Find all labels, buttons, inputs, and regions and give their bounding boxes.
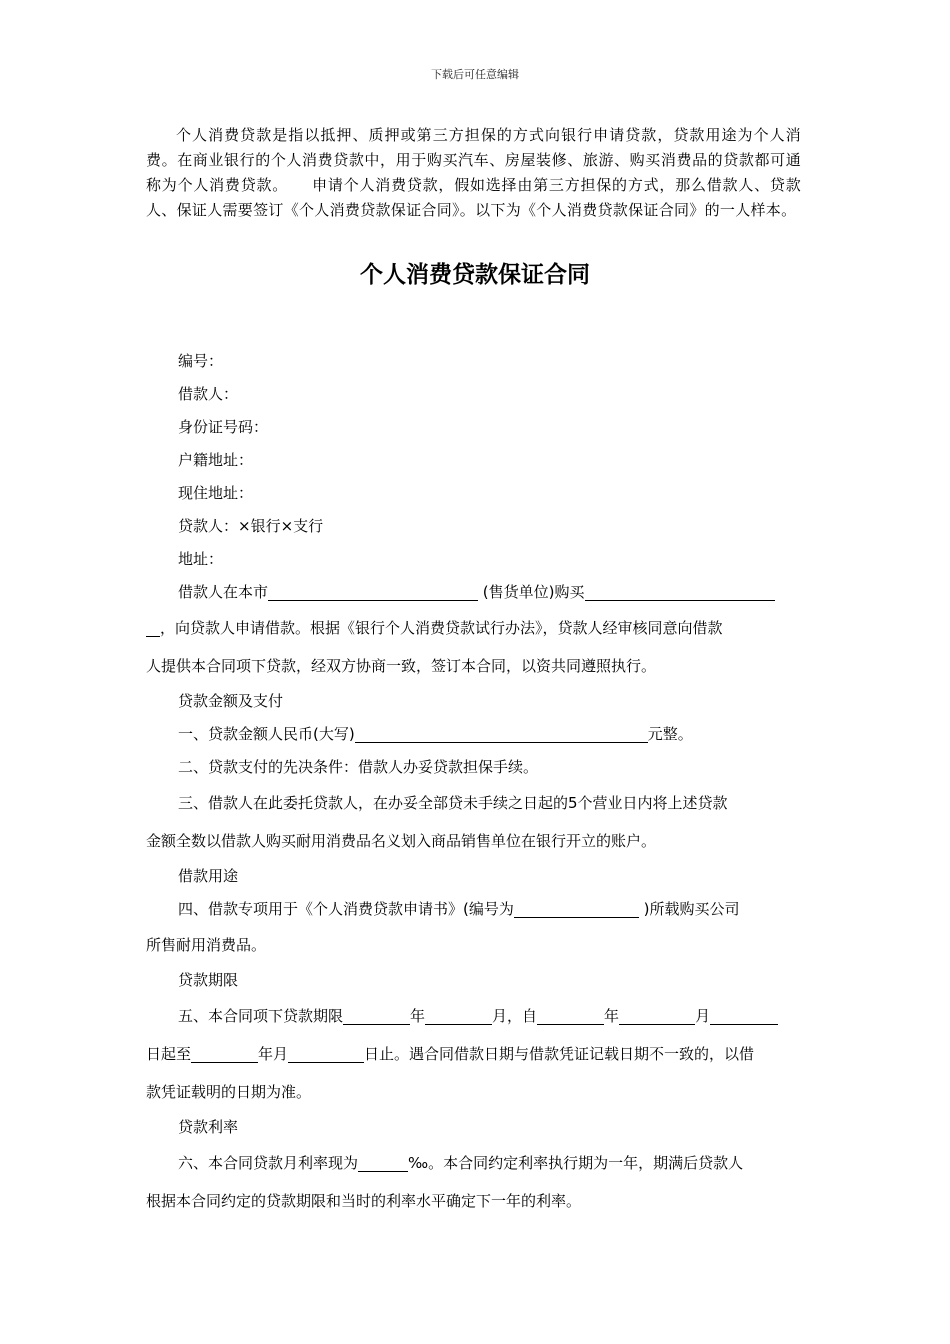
intro-paragraph: 个人消费贷款是指以抵押、质押或第三方担保的方式向银行申请贷款，贷款用途为个人消费。在商业银行的个人消费贷款中，用于购买汽车、房屋装修、旅游、购买消费品的贷款都可通称为个人消费贷款。 申请个人消费贷款，假如选择由第三方担保的方式，那么借款人、贷款人、保证人需要签订《个人消费贷款保证合同》。以下为《个人消费贷款保证合同》的一人样本。 <box>146 126 801 219</box>
field-lender: 贷款人：×银行×支行 <box>178 517 324 535</box>
blank-application-number <box>514 899 639 918</box>
section-rate-heading: 贷款利率 <box>178 1118 239 1136</box>
blank-seller-location <box>268 582 478 601</box>
blank-start-year <box>537 1006 604 1025</box>
blank-monthly-rate <box>358 1153 408 1172</box>
contract-body <box>146 345 806 1220</box>
blank-goods <box>585 582 775 601</box>
field-borrower: 借款人： <box>178 385 239 403</box>
clause-5-line1: 五、本合同项下贷款期限 年 月，自 年 月 <box>146 997 806 1035</box>
blank-end-year <box>191 1044 258 1063</box>
clause-preamble-line1: 借款人在本市 (售货单位)购买 <box>146 576 806 609</box>
clause-5-line2: 日起至 年月 日止。遇合同借款日期与借款凭证记载日期不一致的，以借 <box>146 1045 755 1063</box>
clause-3-line1: 三、借款人在此委托贷款人，在办妥全部贷未手续之日起的5个营业日内将上述贷款 <box>178 794 728 812</box>
section-amount-heading: 贷款金额及支付 <box>178 692 284 710</box>
section-use-heading: 借款用途 <box>178 867 239 885</box>
clause-2: 二、贷款支付的先决条件：借款人办妥贷款担保手续。 <box>178 758 539 776</box>
clause-3-line2: 金额全数以借款人购买耐用消费品名义划入商品销售单位在银行开立的账户。 <box>146 832 657 850</box>
clause-6-line1: 六、本合同贷款月利率现为 ‰。本合同约定利率执行期为一年，期满后贷款人 <box>178 1154 744 1172</box>
blank-amount <box>355 724 648 743</box>
blank-start-day <box>710 1006 778 1025</box>
clause-preamble-line2: ，向贷款人申请借款。根据《银行个人消费贷款试行办法》，贷款人经审核同意向借款 <box>146 609 806 647</box>
clause-4-line2: 所售耐用消费品。 <box>146 936 267 954</box>
clause-1: 一、贷款金额人民币(大写) 元整。 <box>178 725 693 743</box>
blank-term-months <box>425 1006 492 1025</box>
field-current-address: 现住地址： <box>178 484 254 502</box>
blank-end-day <box>288 1044 364 1063</box>
field-address: 地址： <box>178 550 224 568</box>
blank-start-month <box>619 1006 695 1025</box>
page-header-note: 下载后可任意编辑 <box>431 68 519 81</box>
clause-5-line3: 款凭证载明的日期为准。 <box>146 1083 312 1101</box>
clause-6-line2: 根据本合同约定的贷款期限和当时的利率水平确定下一年的利率。 <box>146 1192 582 1210</box>
field-household-address: 户籍地址： <box>178 451 254 469</box>
field-id-number: 身份证号码： <box>178 418 269 436</box>
clause-preamble-line3: 人提供本合同项下贷款，经双方协商一致，签订本合同，以资共同遵照执行。 <box>146 657 657 675</box>
contract-title: 个人消费贷款保证合同 <box>360 261 590 288</box>
blank-goods-cont <box>146 618 160 637</box>
blank-term-years <box>343 1006 410 1025</box>
field-number: 编号： <box>178 352 224 370</box>
clause-4-line1: 四、借款专项用于《个人消费贷款申请书》(编号为 )所载购买公司 <box>178 900 740 918</box>
section-term-heading: 贷款期限 <box>178 971 239 989</box>
